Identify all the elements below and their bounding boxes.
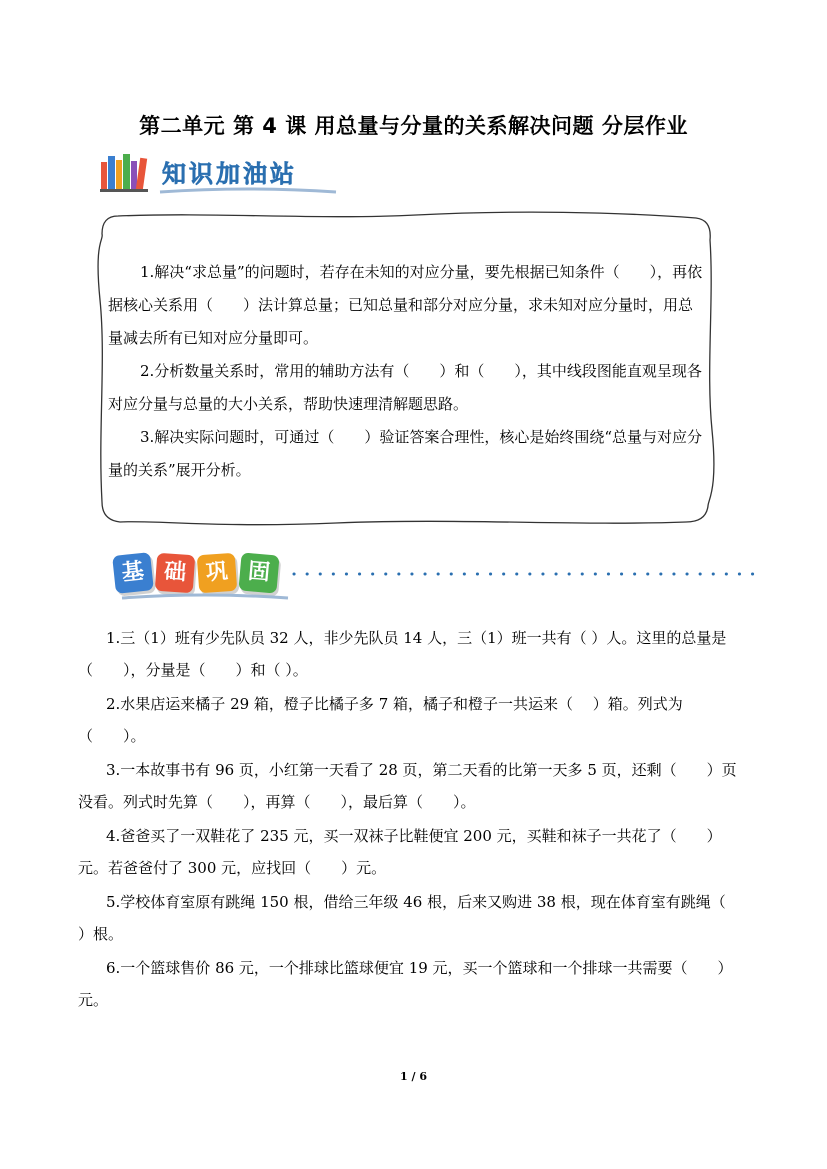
knowledge-item: 3.解决实际问题时，可通过（ ）验证答案合理性，核心是始终围绕“总量与对应分量的关系”展开分析。 [108,428,702,479]
question-item: 6.一个篮球售价 86 元，一个排球比篮球便宜 19 元，买一个篮球和一个排球一共需要（ ）元。 [78,959,733,1009]
tile-ji: 基 [112,552,154,594]
basics-header [110,548,760,602]
question-item: 2.水果店运来橘子 29 箱，橙子比橘子多 7 箱，橘子和橙子一共运来（ ）箱。列式为（ ）。 [78,695,683,745]
question-item: 1.三（1）班有少先队员 32 人，非少先队员 14 人，三（1）班一共有（ ）人。这里的总量是（ ），分量是（ ）和（ ）。 [78,629,727,679]
question-item: 4.爸爸买了一双鞋花了 235 元，买一双袜子比鞋便宜 200 元，买鞋和袜子一共花了（ ）元。若爸爸付了 300 元，应找回（ ）元。 [78,827,722,877]
page-title: 第二单元 第 4 课 用总量与分量的关系解决问题 分层作业 [139,114,688,138]
tile-chu: 础 [155,553,196,594]
tile-gong: 巩 [197,553,238,594]
dotted-line [292,572,762,576]
knowledge-heading: 知识加油站 [162,160,297,188]
question-item: 3.一本故事书有 96 页，小红第一天看了 28 页，第二天看的比第一天多 5 页，还剩（ ）页没看。列式时先算（ ），再算（ ），最后算（ ）。 [78,761,737,811]
tile-gu: 固 [238,552,279,593]
knowledge-item: 2.分析数量关系时，常用的辅助方法有（ ）和（ ），其中线段图能直观呈现各对应分量与总量的大小关系，帮助快速理清解题思路。 [108,362,702,413]
knowledge-header [100,148,340,196]
question-item: 5.学校体育室原有跳绳 150 根，借给三年级 46 根，后来又购进 38 根，现在体育室有跳绳（ ）根。 [78,893,746,943]
books-icon [100,152,150,192]
heading-underline [120,592,290,602]
page-number: 1 / 6 [400,1070,427,1083]
question-list [78,622,750,1018]
knowledge-item: 1.解决“求总量”的问题时，若存在未知的对应分量，要先根据已知条件（ ），再依据核心关系用（ ）法计算总量；已知总量和部分对应分量，求未知对应分量时，用总量减去所有已知对应分量即可。 [108,263,703,347]
heading-underline [158,186,338,196]
knowledge-list [108,256,704,487]
